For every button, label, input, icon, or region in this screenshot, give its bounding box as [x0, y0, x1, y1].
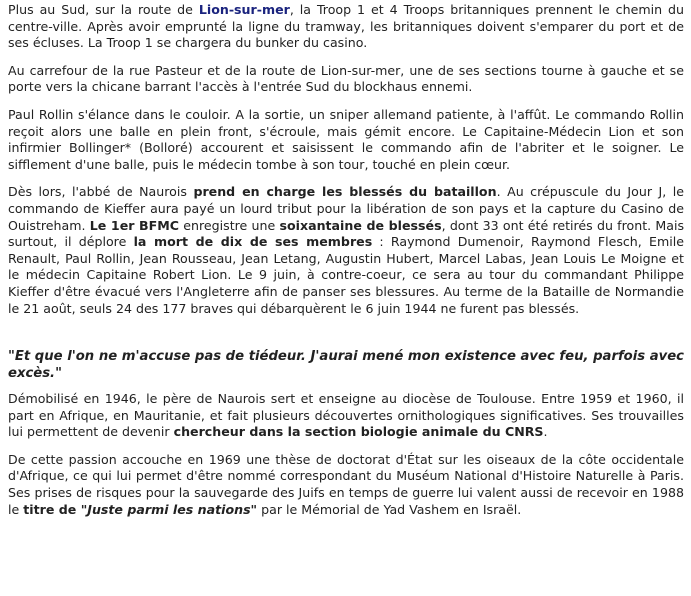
paragraph-lion-sur-mer	[8, 2, 684, 52]
bold-text: Le 1er BFMC	[89, 217, 180, 233]
bold-text: chercheur dans la section biologie animale du CNRS	[173, 424, 544, 440]
paragraph-rollin: Paul Rollin s'élance dans le couloir. A la sortie, un sniper allemand patiente, à l'affût. Le commando Rollin reçoit alors une balle en plein front, s'écroule, mais gémit encore. Le Capitaine-Médecin Lion et son infirmier Bollinger* (Bolloré) accourent et saisissent le commando afin de l'abriter et le soigner. Le sifflement d'une balle, puis le médecin tombe à son tour, touché en plein cœur.	[8, 106, 684, 172]
text: .	[543, 424, 548, 440]
text: , la Troop 1 et 4 Troops britanniques prennent le chemin du centre-ville. Après avoir emprunté la ligne du tramway, les britanniques doivent s'emparer du port et de ses écluses. La Troop 1 se chargera du bunker du casino.	[8, 2, 684, 51]
bold-text: titre de	[23, 501, 81, 517]
text: par le Mémorial de Yad Vashem en Israël.	[257, 501, 522, 517]
bold-text: soixantaine de blessés	[279, 217, 442, 233]
bold-text: prend en charge les blessés du bataillon	[193, 184, 497, 200]
paragraph-demobilise	[8, 391, 684, 441]
text: Plus au Sud, sur la route de	[8, 2, 199, 17]
lion-sur-mer-link[interactable]: Lion-sur-mer	[198, 2, 290, 17]
paragraph-passion	[8, 452, 684, 518]
text: : Raymond Dumenoir, Raymond Flesch, Emile Renault, Paul Rollin, Jean Rousseau, Jean Letang, Augustin Hubert, Marcel Labas, Jean Louis Le Moigne et le médecin Capitaine Robert Lion. Le 9 juin, à contre-coeur, ce sera au tour du commandant Philippe Kieffer d'être évacué vers l'Angleterre afin de panser ses blessures. Au terme de la Bataille de Normandie le 21 août, seuls 24 des 177 braves qui débarquèrent le 6 juin 1944 ne furent pas blessés.	[8, 234, 684, 316]
quote: "Et que l'on ne m'accuse pas de tiédeur. J'aurai mené mon existence avec feu, parfois avec excès."	[8, 349, 684, 382]
text: , dont 33 ont été retirés du front. Mais surtout, il déplore	[8, 217, 685, 250]
text: . Au crépuscule du Jour J, le commando de Kieffer aura payé un lourd tribut pour la libération de son pays et la capture du Casino de Ouistreham.	[8, 184, 684, 233]
text: De cette passion accouche en 1969 une thèse de doctorat d'État sur les oiseaux de la côte occidentale d'Afrique, ce qui lui permet d'être nommé correspondant du Muséum National d'Histoire Naturelle à Paris. Ses prises de risques pour la sauvegarde des Juifs en temps de guerre lui valent aussi de recevoir en 1988 le	[8, 451, 684, 517]
text: enregistre une	[179, 217, 280, 233]
paragraph-naurois	[8, 184, 684, 317]
bold-text: la mort de dix de ses membres	[133, 234, 373, 250]
text: Dès lors, l'abbé de Naurois	[8, 184, 194, 200]
text: Démobilisé en 1946, le père de Naurois sert et enseigne au diocèse de Toulouse. Entre 1959 et 1960, il part en Afrique, en Mauritanie, et fait plusieurs découvertes ornithologiques significatives. Ses trouvailles lui permettent de devenir	[8, 391, 684, 440]
paragraph-carrefour: Au carrefour de la rue Pasteur et de la route de Lion-sur-mer, une de ses sections tourne à gauche et se porte vers la chicane barrant l'accès à l'entrée Sud du blockhaus ennemi.	[8, 62, 684, 95]
bold-italic-text: "Juste parmi les nations"	[80, 501, 258, 517]
